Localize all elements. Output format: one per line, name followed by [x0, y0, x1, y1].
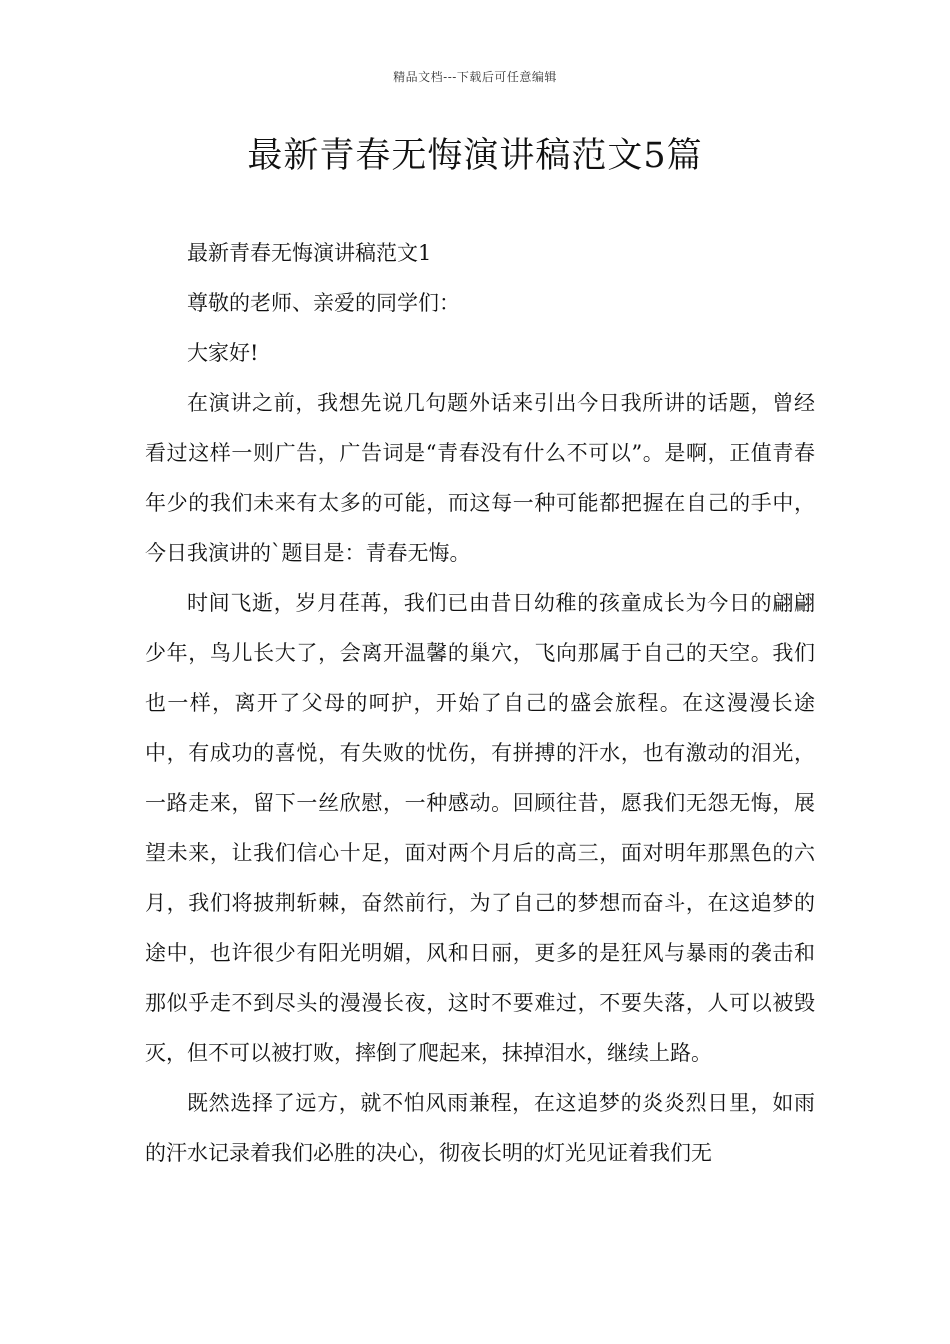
salutation: 尊敬的老师、亲爱的同学们：	[187, 291, 460, 315]
body-paragraph: 既然选择了远方，就不怕风雨兼程，在这追梦的炎炎烈日里，如雨的汗水记录着我们必胜的决心，彻夜长明的灯光见证着我们无	[145, 1091, 815, 1165]
body-paragraph: 在演讲之前，我想先说几句题外话来引出今日我所讲的话题，曾经看过这样一则广告，广告词是“青春没有什么不可以”。是啊，正值青春年少的我们未来有太多的可能，而这每一种可能都把握在自己的手中，今日我演讲的`题目是：青春无悔。	[145, 391, 815, 565]
section-heading: 最新青春无悔演讲稿范文1	[187, 241, 432, 265]
header-note: 精品文档---下载后可任意编辑	[393, 70, 557, 84]
document-body	[145, 228, 815, 1178]
document-title: 最新青春无悔演讲稿范文5篇	[247, 136, 703, 176]
body-paragraph: 时间飞逝，岁月荏苒，我们已由昔日幼稚的孩童成长为今日的翩翩少年，鸟儿长大了，会离开温馨的巢穴，飞向那属于自己的天空。我们也一样，离开了父母的呵护，开始了自己的盛会旅程。在这漫漫长途中，有成功的喜悦，有失败的忧伤，有拼搏的汗水，也有激动的泪光，一路走来，留下一丝欣慰，一种感动。回顾往昔，愿我们无怨无悔，展望未来，让我们信心十足，面对两个月后的高三，面对明年那黑色的六月，我们将披荆斩棘，奋然前行，为了自己的梦想而奋斗，在这追梦的途中，也许很少有阳光明媚，风和日丽，更多的是狂风与暴雨的袭击和那似乎走不到尽头的漫漫长夜，这时不要难过，不要失落，人可以被毁灭，但不可以被打败，摔倒了爬起来，抹掉泪水，继续上路。	[145, 591, 815, 1065]
greeting: 大家好!	[187, 341, 259, 365]
